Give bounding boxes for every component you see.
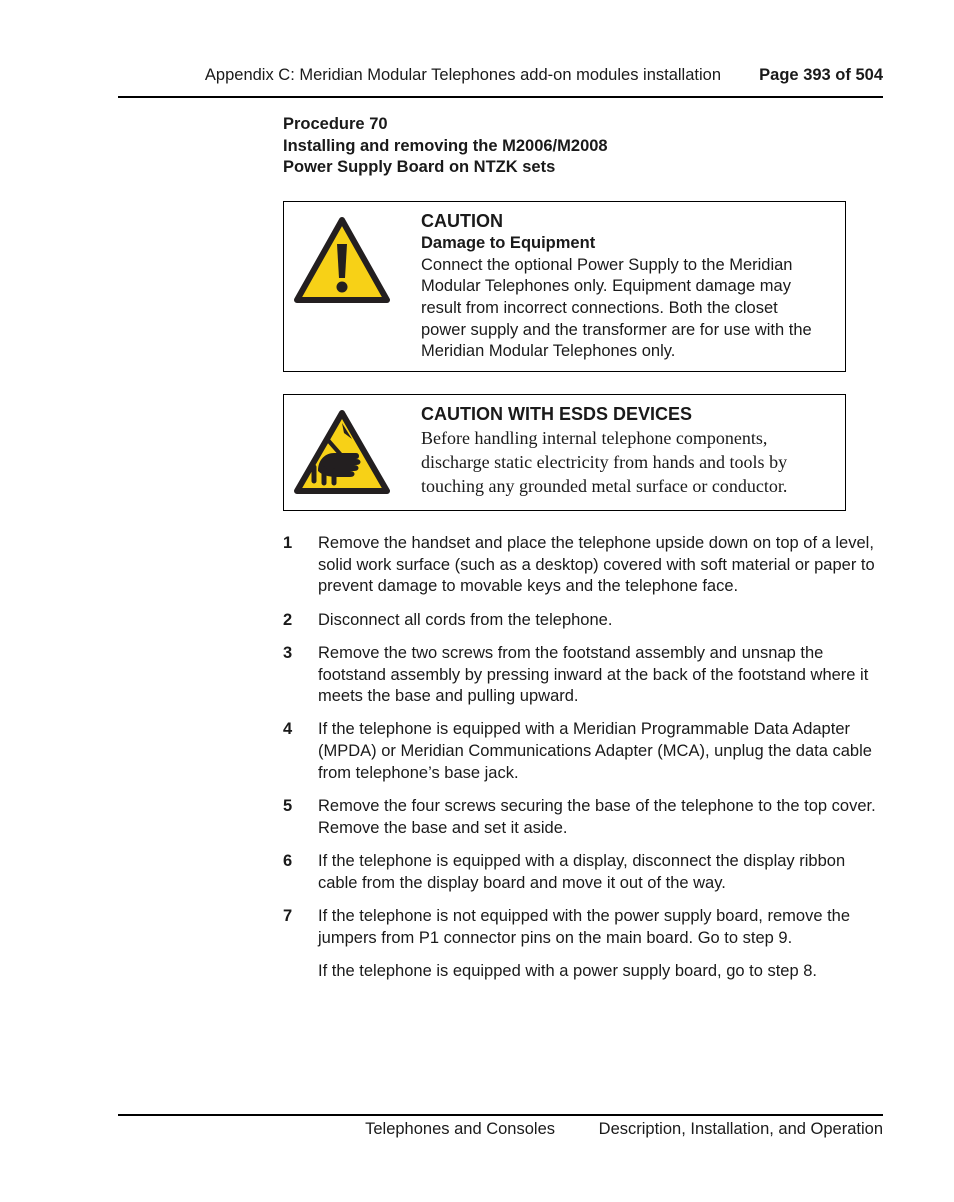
step-item [283, 906, 883, 949]
procedure-steps [283, 533, 883, 982]
caution-body-line: Connect the optional Power Supply to the Meridian [421, 255, 793, 274]
step-item [283, 851, 883, 894]
esd-hand-icon [294, 409, 390, 500]
procedure-heading [283, 114, 608, 179]
step-item [283, 533, 883, 598]
step-text: Remove the four screws securing the base of the telephone to the top cover. Remove the base and set it aside. [318, 797, 876, 837]
caution-title: CAUTION [421, 211, 503, 231]
step-7-note: If the telephone is equipped with a power supply board, go to step 8. [318, 961, 818, 980]
caution-body-line: discharge static electricity from hands and tools by [421, 452, 788, 472]
step-number: 2 [283, 610, 293, 629]
step-text: Remove the handset and place the telephone upside down on top of a level, solid work surface (such as a desktop) covered with soft material or paper to prevent damage to movable keys and the telephone face. [318, 534, 875, 596]
procedure-title-line-1: Installing and removing the M2006/M2008 [283, 136, 608, 155]
step-text: If the telephone is equipped with a display, disconnect the display ribbon cable from the display board and move it out of the way. [318, 851, 846, 892]
step-item [283, 719, 883, 784]
page-footer [118, 1114, 883, 1146]
procedure-number: Procedure 70 [283, 115, 388, 133]
caution-body [421, 426, 837, 498]
step-number: 4 [283, 720, 293, 739]
step-number: 7 [283, 906, 293, 925]
caution-body-line: Before handling internal telephone components, [421, 428, 768, 448]
step-text: If the telephone is equipped with a Meridian Programmable Data Adapter (MPDA) or Meridian Communications Adapter (MCA), unplug the data cable from telephone’s base jack. [318, 720, 872, 782]
caution-box-equipment [283, 201, 846, 372]
procedure-title-line-2: Power Supply Board on NTZK sets [283, 158, 556, 176]
caution-body-line: Meridian Modular Telephones only. [421, 342, 676, 361]
footer-book-subtitle: Description, Installation, and Operation [598, 1120, 883, 1138]
footer-book-title: Telephones and Consoles [365, 1120, 555, 1138]
caution-body [421, 255, 837, 364]
step-number: 3 [283, 643, 293, 662]
caution-body-line: result from incorrect connections. Both the closet [421, 298, 778, 317]
page-header [118, 64, 883, 98]
caution-body-line: power supply and the transformer are for use with the [421, 320, 812, 339]
header-page-number: Page 393 of 504 [759, 66, 883, 84]
caution-subtitle: Damage to Equipment [421, 234, 596, 252]
step-text: Disconnect all cords from the telephone. [318, 610, 613, 629]
step-text: If the telephone is not equipped with the power supply board, remove the jumpers from P1 connector pins on the main board. Go to step 9. [318, 906, 851, 947]
caution-body-line: Modular Telephones only. Equipment damage may [421, 277, 791, 296]
step-number: 5 [283, 797, 293, 816]
caution-title: CAUTION WITH ESDS DEVICES [421, 404, 693, 424]
caution-body-line: touching any grounded metal surface or conductor. [421, 476, 788, 496]
step-number: 1 [283, 534, 293, 552]
header-chapter-title: Appendix C: Meridian Modular Telephones add-on modules installation [204, 66, 721, 84]
warning-exclamation-icon [294, 216, 390, 309]
step-item [283, 610, 883, 632]
step-item [283, 643, 883, 708]
caution-box-esds [283, 394, 846, 511]
step-number: 6 [283, 851, 293, 870]
step-text: Remove the two screws from the footstand assembly and unsnap the footstand assembly by pressing inward at the back of the footstand where it meets the base and pulling upward. [318, 643, 869, 706]
step-item [283, 796, 883, 839]
